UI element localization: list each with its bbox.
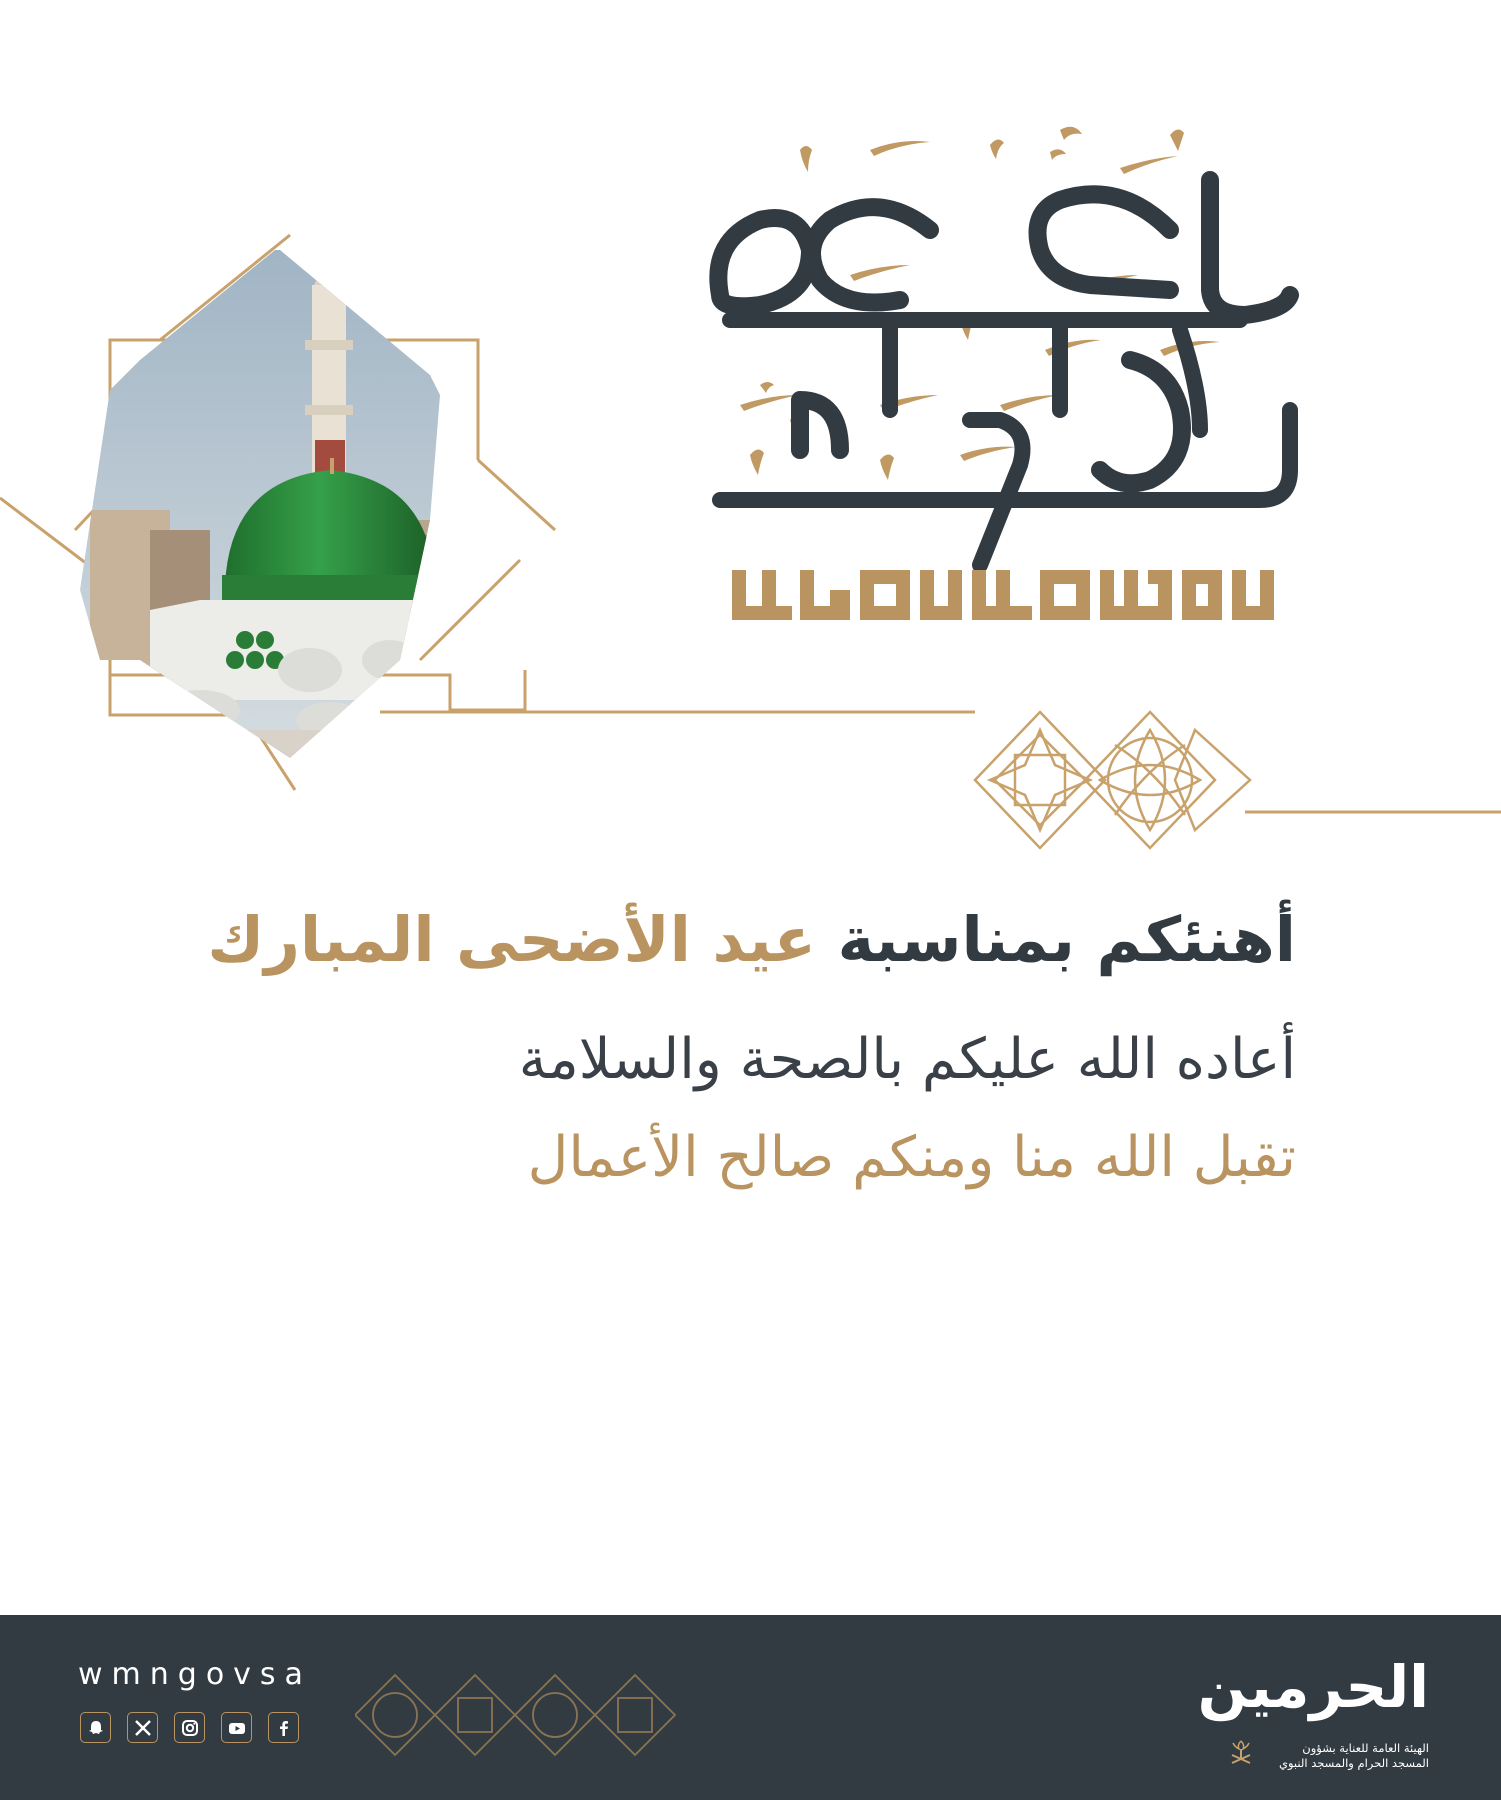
haramain-logo-name: الحرمين [1197,1653,1429,1721]
social-handle[interactable]: wmngovsa [78,1657,312,1692]
facebook-icon[interactable] [268,1712,299,1743]
saudi-emblem-icon [1229,1739,1253,1769]
calligraphy-strokes [718,180,1290,565]
greeting-wish: أعاده الله عليكم بالصحة والسلامة [518,1027,1296,1092]
authority-subtitle [1257,1741,1429,1771]
x-icon[interactable] [127,1712,158,1743]
instagram-icon[interactable] [174,1712,205,1743]
greeting-prayer: تقبل الله منا ومنكم صالح الأعمال [527,1125,1296,1190]
greeting-intro: أهنئكم بمناسبة [837,903,1296,976]
footer-ornament [355,1670,680,1760]
geometric-ornament [975,712,1250,848]
greeting-headline [196,900,1296,980]
kufic-greeting [732,570,1274,620]
ornament-divider [0,690,1501,870]
authority-subtitle-line-1: الهيئة العامة للعناية بشؤون [1302,1741,1429,1755]
authority-subtitle-line-2: المسجد الحرام والمسجد النبوي [1278,1756,1429,1770]
footer-bar [0,1615,1501,1800]
youtube-icon[interactable] [221,1712,252,1743]
greeting-eid-name: عيد الأضحى المبارك [207,903,816,976]
snapchat-icon[interactable] [80,1712,111,1743]
eid-calligraphy [700,120,1300,650]
social-links [80,1712,299,1743]
